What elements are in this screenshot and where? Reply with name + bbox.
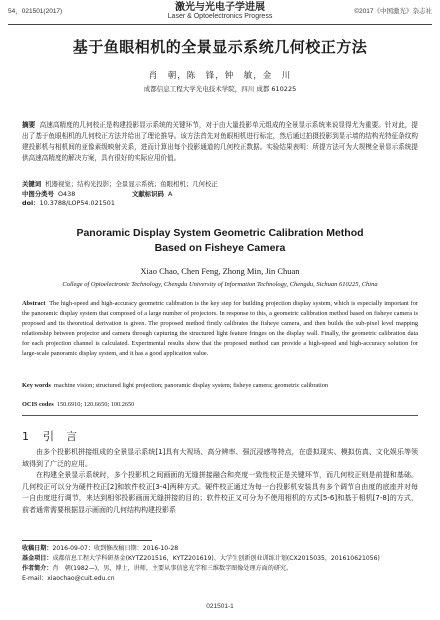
- introduction-body: [22, 447, 418, 516]
- journal-name-cn: 激光与光电子学进展: [175, 2, 265, 13]
- section-number: 1: [22, 430, 29, 443]
- authors-en: Xiao Chao, Chen Feng, Zhong Min, Jin Chuan: [140, 266, 300, 276]
- paragraph: 由多个投影机拼接组成的全景显示系统[1]具有大视场、高分辨率、强沉浸感等特点，在虚拟现实、模拟仿真、文化娱乐等领域得到了广泛的应用。: [22, 448, 418, 468]
- page-number: 021501-1: [206, 603, 234, 610]
- metadata-cn: [22, 180, 418, 209]
- authors-cn: 肖 朝，陈 锋，钟 敏，金 川: [148, 71, 292, 81]
- section-title: 引言: [43, 430, 89, 443]
- journal-name-en: Laser & Optoelectronics Progress: [167, 13, 273, 20]
- section-heading: [22, 428, 89, 444]
- footnote-divider: [22, 540, 152, 541]
- abstract-cn: [22, 120, 418, 164]
- paragraph: 在构建全景显示系统时，多个投影机之间画面的无缝拼接融合和亮度一致性校正是关键环节，而几何校正则是前提和基础。几何校正可以分为硬件校正[2]和软件校正[3-4]两种方式。硬件校正通过为每一台投影机安装具有多个调节自由度的底座并对每一自由度进行调节，来达到相邻投影画面无缝拼接的目的；软件校正又可分为不使用相机的方式[5-6]和基于相机[7-8]的方式，前者通常需要根据显示画面的几何结构构建投影系: [22, 471, 418, 514]
- section-divider: [22, 415, 418, 416]
- received-date: 收稿日期：2016-09-07；收到修改稿日期：2016-10-28: [22, 545, 179, 552]
- ocis-codes: OCIS codes 150.6910; 120.6650; 100.2650: [22, 401, 135, 408]
- abstract-en: [22, 299, 418, 359]
- affiliation-cn: 成都信息工程大学光电技术学院，四川 成都 610225: [143, 85, 297, 93]
- doi-line: doi：10.3788/LOP54.021501: [22, 199, 115, 207]
- abstract-en-text: The high-speed and high-accuracy geometric calibration is the key step for building projection display system, which is especially important for the panoramic display system that composed of a large number of projectors. In response to this, a geometric calibration method based on fisheye camera is proposed and its theoretical derivation is given. The proposed method firstly calibrates the fisheye camera, and then builds the sub-pixel level mapping relationship between projector and camera through capturing the structured light feature fringes on the display wall. Finally, the geometric calibration data for each projection channel is calculated. Experimental results show that the proposed method can provide a high-speed and high-accuracy solution for large-scale panoramic display system, and it has a good application value.: [22, 300, 418, 357]
- paper-title-en: Panoramic Display System Geometric Calibration Method Based on Fisheye Camera: [76, 227, 364, 254]
- classification-row: 中图分类号 O438 文献标识码 A: [22, 189, 173, 198]
- paper-title-cn: 基于鱼眼相机的全景显示系统几何校正方法: [72, 38, 368, 56]
- abstract-en-label: Abstract: [22, 300, 46, 307]
- header-divider: [8, 24, 432, 25]
- header-copyright: ©2017《中国激光》杂志社: [354, 8, 432, 15]
- affiliation-en: College of Optoelectronic Technology, Chengdu University of Information Technology, Chengdu, Sichuan 610225, China: [62, 281, 378, 288]
- keywords-en: Key words machine vision; structured light projection; panoramic display system; fisheye camera; geometric calibration: [22, 382, 329, 389]
- author-email[interactable]: E-mail：xiaochao@cuit.edu.cn: [22, 575, 115, 582]
- author-bio: 作者简介：肖 朝(1982—)，男，博士，讲师，主要从事信息光学和三维数字图像处理方面的研究。: [22, 565, 293, 572]
- running-header: [0, 0, 440, 24]
- fund-note: 基金项目：成都信息工程大学科研基金(KYTZ201516，KYTZ201619)、大学生创新创业训练计划(CX2015035，201610621056): [22, 555, 380, 562]
- footnotes: [22, 544, 418, 584]
- keywords-cn: 关键词 机器视觉；结构光投影；全景显示系统；鱼眼相机；几何校正: [22, 180, 218, 188]
- abstract-cn-text: 高速高精度的几何校正是构建投影显示系统的关键环节，对于由大量投影单元组成的全景显示系统来说显得尤为重要。针对此，提出了基于鱼眼相机的几何校正方法并给出了理论推导。该方法首先对鱼眼相机进行标定，然后通过拍摄投影到显示墙的结构光特征条纹构建投影机与相机间的亚像素级映射关系，进而计算出每个投影通道的几何校正数据。实验结果表明：所提方法可为大规模全景显示系统提供高速高精度的解决方案，具有很好的实际应用价值。: [22, 121, 419, 162]
- header-citation: 54，021501(2017): [8, 8, 63, 15]
- abstract-cn-label: 摘要: [22, 121, 36, 129]
